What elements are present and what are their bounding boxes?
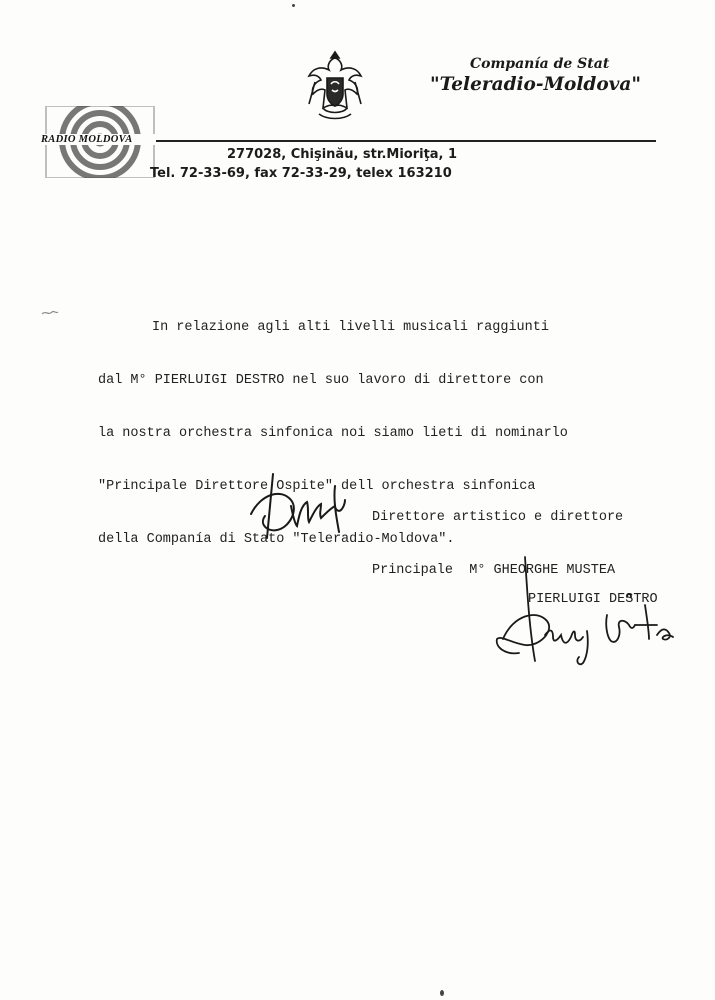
margin-mark-icon [40,306,60,320]
body-line: della Companía di Stato "Teleradio-Moldova". [98,532,455,547]
address-line: 277028, Chişinău, str.Mioriţa, 1 [227,147,458,162]
signatory-name: Principale M° GHEORGHE MUSTEA [372,563,616,578]
coat-of-arms-icon [305,48,365,124]
signature-mustea-icon [243,466,358,546]
scan-speck [440,990,444,996]
body-line: la nostra orchestra sinfonica noi siamo lieti di nominarlo [98,426,568,441]
contact-line: Tel. 72-33-69, fax 72-33-29, telex 163210 [150,166,452,181]
signatory-title: Direttore artistico e direttore [372,510,624,525]
signature-destro-icon [495,555,705,695]
body-line: In relazione agli alti livelli musicali raggiunti [152,320,549,335]
body-line: dal M° PIERLUIGI DESTRO nel suo lavoro di direttore con [98,373,544,388]
letterhead-rule [156,140,656,142]
scan-speck [292,4,295,7]
recipient-name: PIERLUIGI DESTRO [528,592,658,607]
company-type: Companía de Stat [470,56,610,72]
radio-logo-label: RADIO MOLDOVA [40,134,162,145]
body-line: "Principale Direttore Ospite" dell orchestra sinfonica [98,479,536,494]
company-name: "Teleradio-Moldova" [430,74,642,95]
